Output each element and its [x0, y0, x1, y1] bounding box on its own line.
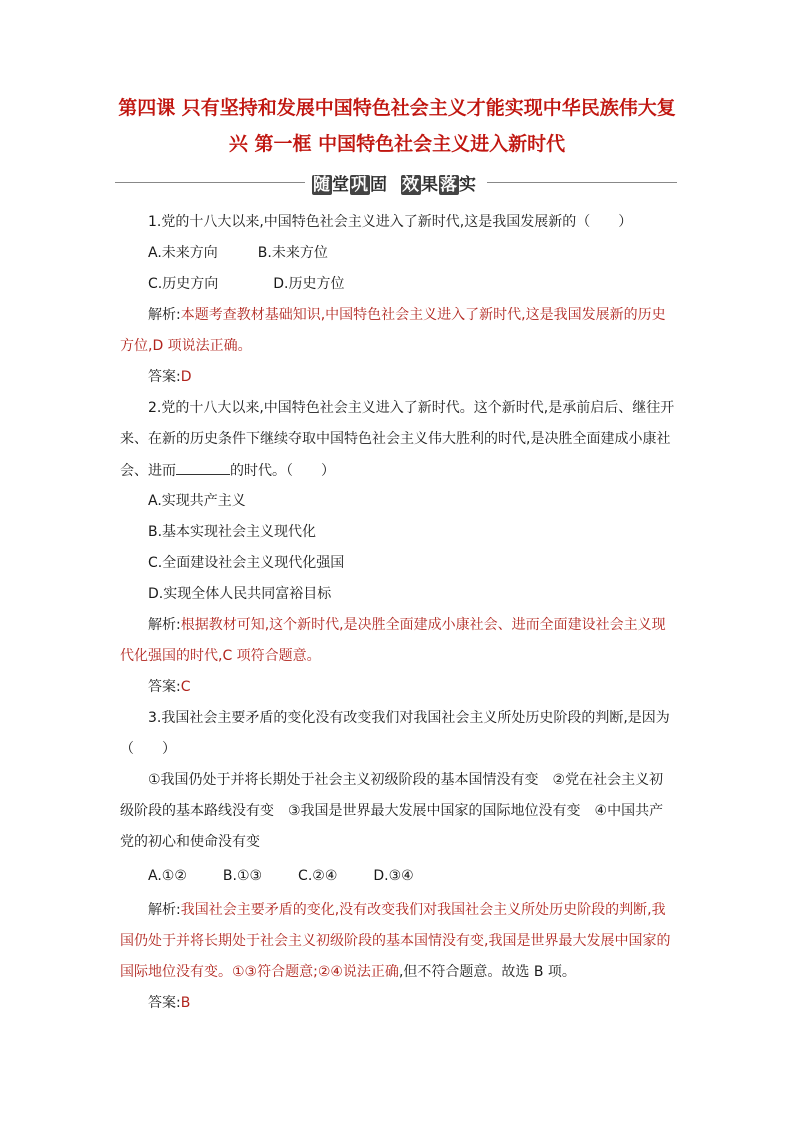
- q3-option-b: B.①③: [222, 868, 263, 884]
- banner-left-text: 随堂巩固: [313, 175, 388, 195]
- q2-stem-1: 2.党的十八大以来,中国特色社会主义进入了新时代。这个新时代,是承前启后、继往开: [148, 400, 675, 416]
- q3-stem-1: 3.我国社会主要矛盾的变化没有改变我们对我国社会主义所处历史阶段的判断,是因为: [148, 710, 670, 726]
- q2-answer: 答案:C: [148, 679, 191, 695]
- q1-options-cd: [148, 274, 704, 294]
- q2-stem-3: 会、进而 的时代。（ ）: [120, 460, 676, 481]
- q2-analysis-cont: 代化强国的时代,C 项符合题意。: [120, 648, 321, 664]
- q1-analysis-cont: 方位,D 项说法正确。: [120, 338, 252, 354]
- banner-divider-left: [115, 182, 305, 183]
- page-title-line-2: 兴 第一框 中国特色社会主义进入新时代: [228, 133, 566, 155]
- q1-option-a: A.未来方向: [148, 245, 218, 261]
- q2-option-d: D.实现全体人民共同富裕目标: [148, 586, 332, 602]
- q3-analysis-cont-2: 国际地位没有变。①③符合题意;②④说法正确,但不符合题意。故选 B 项。: [120, 964, 576, 980]
- q2-option-b: B.基本实现社会主义现代化: [148, 524, 317, 540]
- q2-option-a: A.实现共产主义: [148, 493, 246, 509]
- q1-answer: 答案:D: [148, 369, 192, 385]
- page-title-line-1: 第四课 只有坚持和发展中国特色社会主义才能实现中华民族伟大复: [118, 97, 676, 119]
- q2-option-c: C.全面建设社会主义现代化强国: [148, 555, 345, 571]
- q3-analysis: 解析:我国社会主要矛盾的变化,没有改变我们对我国社会主义所处历史阶段的判断,我: [148, 902, 666, 918]
- q1-stem: 1.党的十八大以来,中国特色社会主义进入了新时代,这是我国发展新的（ ）: [148, 214, 633, 230]
- q2-analysis: 解析:根据教材可知,这个新时代,是决胜全面建成小康社会、进而全面建设社会主义现: [148, 617, 666, 633]
- q3-stem-2: （ ）: [120, 741, 176, 757]
- q1-options-ab: [148, 243, 704, 263]
- q1-option-d: D.历史方位: [273, 276, 345, 292]
- q2-stem-2: 来、在新的历史条件下继续夺取中国特色社会主义伟大胜利的时代,是决胜全面建成小康社: [120, 431, 671, 447]
- q2-blank: [176, 460, 230, 475]
- banner-divider-right: [487, 182, 677, 183]
- q1-analysis: 解析:本题考查教材基础知识,中国特色社会主义进入了新时代,这是我国发展新的历史: [148, 307, 666, 323]
- q3-option-a: A.①②: [148, 868, 187, 884]
- q3-options: [148, 866, 704, 886]
- section-banner: [115, 170, 680, 196]
- q3-statements-1: ①我国仍处于并将长期处于社会主义初级阶段的基本国情没有变 ②党在社会主义初: [148, 772, 664, 788]
- q3-analysis-cont-1: 国仍处于并将长期处于社会主义初级阶段的基本国情没有变,我国是世界最大发展中国家的: [120, 933, 671, 949]
- banner-right-text: 效果落实: [402, 175, 477, 195]
- q1-option-b: B.未来方位: [257, 245, 328, 261]
- q3-option-c: C.②④: [298, 868, 338, 884]
- q3-statements-2: 级阶段的基本路线没有变 ③我国是世界最大发展中国家的国际地位没有变 ④中国共产: [120, 803, 664, 819]
- q3-option-d: D.③④: [373, 868, 414, 884]
- q1-option-c: C.历史方向: [148, 276, 219, 292]
- q3-answer: 答案:B: [148, 995, 191, 1011]
- q3-statements-3: 党的初心和使命没有变: [120, 834, 260, 850]
